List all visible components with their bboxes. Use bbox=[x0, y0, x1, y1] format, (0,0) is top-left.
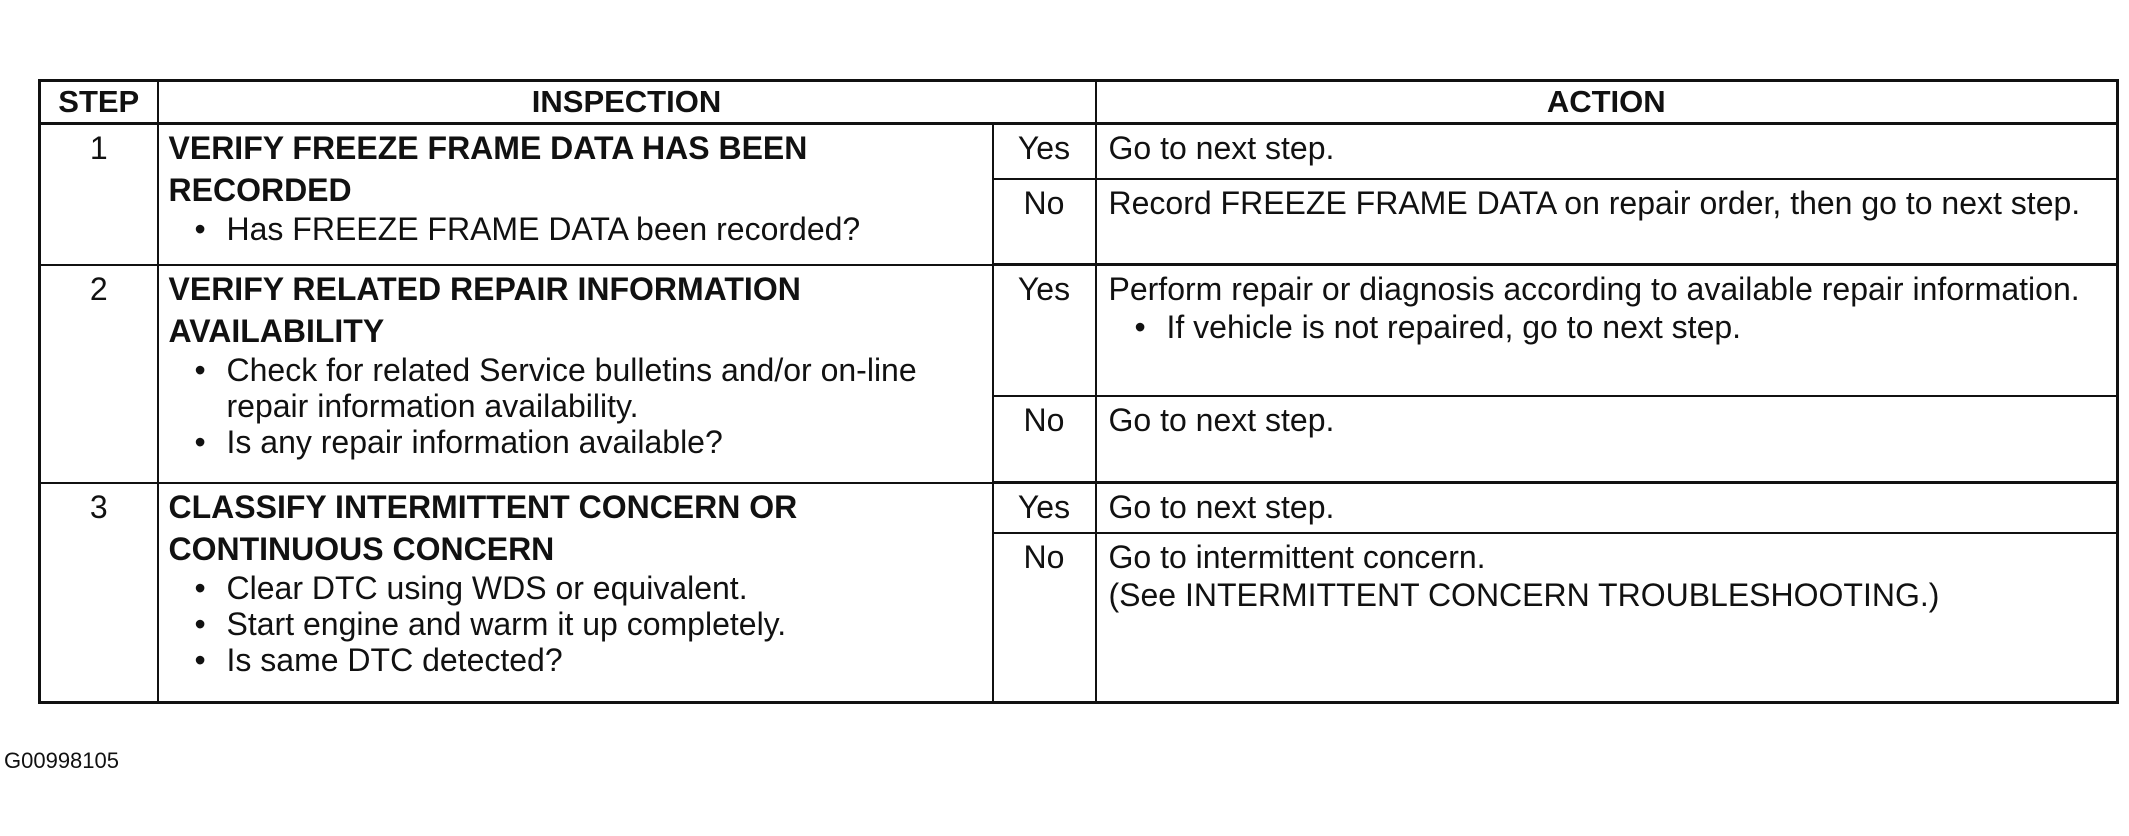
no-action-reference: (See INTERMITTENT CONCERN TROUBLESHOOTING.) bbox=[1108, 576, 1940, 613]
yes-action: Perform repair or diagnosis according to available repair information. bbox=[1108, 271, 2080, 307]
yes-label: Yes bbox=[993, 124, 1096, 179]
table-row bbox=[40, 483, 2118, 533]
table-row bbox=[40, 124, 2118, 179]
no-action: Record FREEZE FRAME DATA on repair order, then go to next step. bbox=[1096, 179, 2118, 265]
inspection-title: VERIFY FREEZE FRAME DATA HAS BEEN RECORDED bbox=[168, 130, 808, 208]
no-label: No bbox=[993, 533, 1096, 703]
header-step: STEP bbox=[40, 81, 158, 124]
header-action: ACTION bbox=[1096, 81, 2118, 124]
check-item: • Has FREEZE FRAME DATA been recorded? bbox=[169, 211, 986, 247]
no-label: No bbox=[993, 396, 1096, 483]
inspection-checklist bbox=[169, 570, 986, 678]
check-item: • Check for related Service bulletins and/or on-line repair information availability. bbox=[169, 352, 986, 424]
yes-label: Yes bbox=[993, 483, 1096, 533]
no-action: Go to next step. bbox=[1096, 396, 2118, 483]
step-number: 1 bbox=[40, 124, 158, 265]
yes-action: Go to next step. bbox=[1096, 483, 2118, 533]
no-action-cell bbox=[1096, 533, 2118, 703]
inspection-title: CLASSIFY INTERMITTENT CONCERN OR CONTINUOUS CONCERN bbox=[168, 488, 798, 567]
step-number: 3 bbox=[40, 483, 158, 703]
check-item: • Is any repair information available? bbox=[169, 424, 986, 460]
inspection-checklist bbox=[169, 211, 986, 247]
step-number: 2 bbox=[40, 265, 158, 483]
check-item: • Start engine and warm it up completely. bbox=[169, 606, 986, 642]
inspection-cell bbox=[158, 483, 993, 703]
diagnostic-procedure-table bbox=[38, 79, 2119, 704]
yes-label: Yes bbox=[993, 265, 1096, 396]
no-label: No bbox=[993, 179, 1096, 265]
yes-action-cell bbox=[1096, 265, 2118, 396]
check-item: • Clear DTC using WDS or equivalent. bbox=[169, 570, 986, 606]
table-row bbox=[40, 265, 2118, 396]
check-item: • Is same DTC detected? bbox=[169, 642, 986, 678]
figure-id: G00998105 bbox=[4, 748, 119, 773]
yes-action-sub: • If vehicle is not repaired, go to next step. bbox=[1109, 308, 2109, 346]
inspection-title: VERIFY RELATED REPAIR INFORMATION AVAILABILITY bbox=[168, 270, 801, 349]
inspection-cell bbox=[158, 265, 993, 483]
inspection-cell bbox=[158, 124, 993, 265]
table-header-row bbox=[40, 81, 2118, 124]
header-inspection: INSPECTION bbox=[158, 81, 1096, 124]
inspection-checklist bbox=[169, 352, 986, 460]
yes-action: Go to next step. bbox=[1096, 124, 2118, 179]
no-action: Go to intermittent concern. bbox=[1108, 538, 1486, 575]
